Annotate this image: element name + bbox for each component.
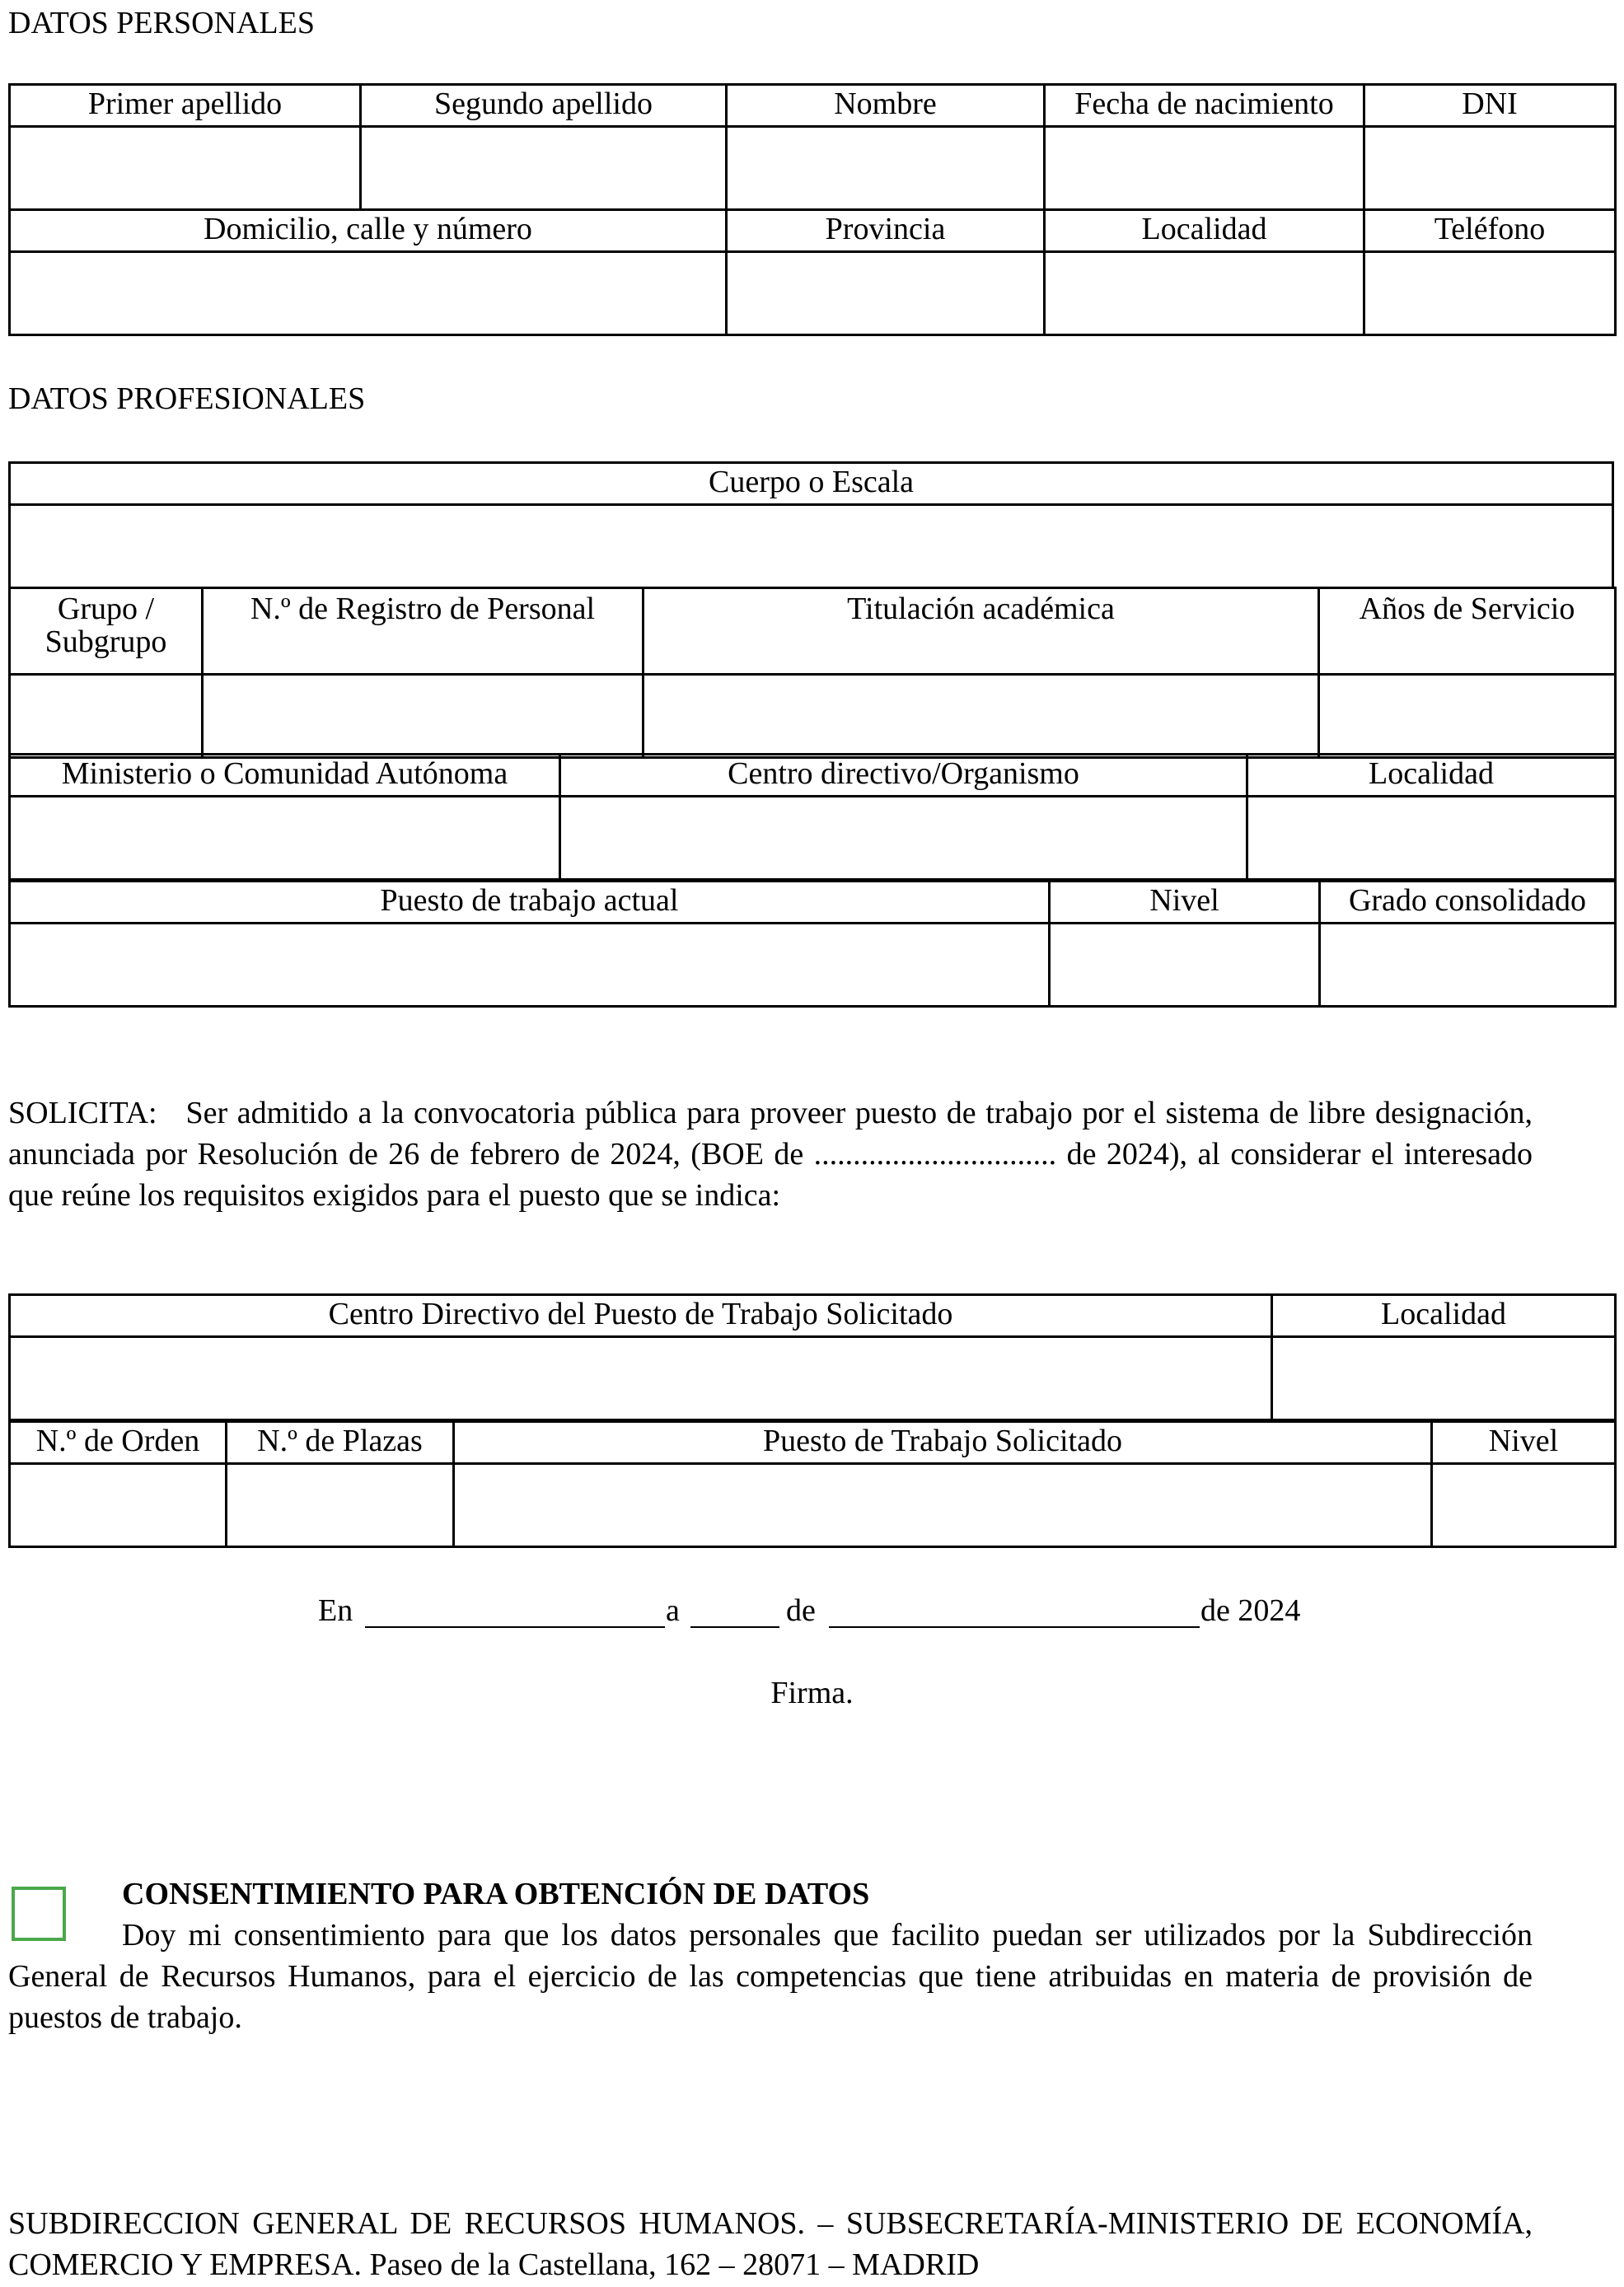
header-centro-puesto-solicitado: Centro Directivo del Puesto de Trabajo Solicitado — [10, 1295, 1272, 1337]
field-anos-servicio[interactable] — [1319, 675, 1616, 758]
professional-puesto-table — [8, 880, 1617, 1008]
header-localidad-solicitado: Localidad — [1272, 1295, 1616, 1337]
field-segundo-apellido[interactable] — [361, 127, 727, 210]
header-puesto-solicitado: Puesto de Trabajo Solicitado — [454, 1422, 1432, 1464]
section-title-professional: DATOS PROFESIONALES — [8, 381, 366, 416]
header-localidad-prof: Localidad — [1247, 755, 1616, 797]
field-numero-plazas[interactable] — [227, 1464, 454, 1547]
header-cuerpo-escala: Cuerpo o Escala — [10, 463, 1613, 505]
header-grupo-subgrupo: Grupo / Subgrupo — [10, 588, 203, 675]
field-provincia[interactable] — [727, 252, 1045, 335]
field-cuerpo-escala[interactable] — [10, 505, 1613, 588]
field-nivel-solicitado[interactable] — [1432, 1464, 1616, 1547]
label-de-year: de 2024 — [1200, 1593, 1301, 1628]
header-domicilio: Domicilio, calle y número — [10, 210, 727, 252]
field-fecha-nacimiento[interactable] — [1045, 127, 1364, 210]
label-a: a — [666, 1593, 680, 1628]
header-centro-directivo: Centro directivo/Organismo — [560, 755, 1247, 797]
header-numero-plazas: N.º de Plazas — [227, 1422, 454, 1464]
personal-data-table — [8, 83, 1617, 336]
label-de: de — [786, 1593, 816, 1628]
header-localidad: Localidad — [1045, 210, 1364, 252]
field-primer-apellido[interactable] — [10, 127, 361, 210]
field-titulacion[interactable] — [644, 675, 1319, 758]
field-localidad-solicitado[interactable] — [1272, 1337, 1616, 1420]
header-ministerio: Ministerio o Comunidad Autónoma — [10, 755, 560, 797]
header-primer-apellido: Primer apellido — [10, 85, 361, 127]
field-registro-personal[interactable] — [203, 675, 644, 758]
header-provincia: Provincia — [727, 210, 1045, 252]
field-dni[interactable] — [1364, 127, 1616, 210]
field-localidad[interactable] — [1045, 252, 1364, 335]
header-registro-personal: N.º de Registro de Personal — [203, 588, 644, 675]
field-nombre[interactable] — [727, 127, 1045, 210]
header-fecha-nacimiento: Fecha de nacimiento — [1045, 85, 1364, 127]
solicita-label: SOLICITA: — [8, 1096, 157, 1130]
section-title-personal: DATOS PERSONALES — [8, 6, 315, 40]
header-segundo-apellido: Segundo apellido — [361, 85, 727, 127]
header-titulacion: Titulación académica — [644, 588, 1319, 675]
field-mes[interactable] — [829, 1626, 1200, 1628]
field-nivel-actual[interactable] — [1050, 924, 1320, 1007]
field-grupo-subgrupo[interactable] — [10, 675, 203, 758]
header-anos-servicio: Años de Servicio — [1319, 588, 1616, 675]
solicita-text: Ser admitido a la convocatoria pública para proveer puesto de trabajo por el sistema de libre designación, anunciada por Resolución de 26 de febrero de 2024, (BOE de ............................... de 2024), al considerar el interesado que reúne los requisitos exigidos para el puesto que se indica: — [8, 1096, 1533, 1213]
date-place-line — [0, 1590, 1624, 1639]
header-nivel-solicitado: Nivel — [1432, 1422, 1616, 1464]
header-nivel-actual: Nivel — [1050, 882, 1320, 924]
field-lugar[interactable] — [365, 1626, 665, 1628]
consent-text: Doy mi consentimiento para que los datos personales que facilito puedan ser utilizados por la Subdirección General de Recursos Humanos, para el ejercicio de las competencias que tiene atribuidas en materia de provisión de puestos de trabajo. — [8, 1918, 1533, 2035]
field-domicilio[interactable] — [10, 252, 727, 335]
field-puesto-actual[interactable] — [10, 924, 1050, 1007]
field-grado-consolidado[interactable] — [1320, 924, 1616, 1007]
requested-centro-table — [8, 1293, 1617, 1421]
label-en: En — [318, 1593, 353, 1628]
professional-grupo-table — [8, 587, 1617, 759]
header-nombre: Nombre — [727, 85, 1045, 127]
professional-cuerpo-table — [8, 461, 1614, 589]
field-telefono[interactable] — [1364, 252, 1616, 335]
header-numero-orden: N.º de Orden — [10, 1422, 227, 1464]
header-dni: DNI — [1364, 85, 1616, 127]
footer-address: SUBDIRECCION GENERAL DE RECURSOS HUMANOS. – SUBSECRETARÍA-MINISTERIO DE ECONOMÍA, COMERCIO Y EMPRESA. Paseo de la Castellana, 162 – 28071 – MADRID — [8, 2206, 1533, 2282]
solicita-paragraph — [8, 1092, 1533, 1216]
header-telefono: Teléfono — [1364, 210, 1616, 252]
field-puesto-solicitado[interactable] — [454, 1464, 1432, 1547]
field-ministerio[interactable] — [10, 797, 560, 880]
professional-ministerio-table — [8, 753, 1617, 881]
field-centro-puesto-solicitado[interactable] — [10, 1337, 1272, 1420]
header-grado-consolidado: Grado consolidado — [1320, 882, 1616, 924]
field-centro-directivo[interactable] — [560, 797, 1247, 880]
header-puesto-actual: Puesto de trabajo actual — [10, 882, 1050, 924]
field-localidad-prof[interactable] — [1247, 797, 1616, 880]
consent-title: CONSENTIMIENTO PARA OBTENCIÓN DE DATOS — [122, 1877, 870, 1911]
requested-puesto-table — [8, 1420, 1617, 1548]
field-numero-orden[interactable] — [10, 1464, 227, 1547]
field-dia[interactable] — [690, 1626, 779, 1628]
firma-label: Firma. — [770, 1676, 854, 1710]
